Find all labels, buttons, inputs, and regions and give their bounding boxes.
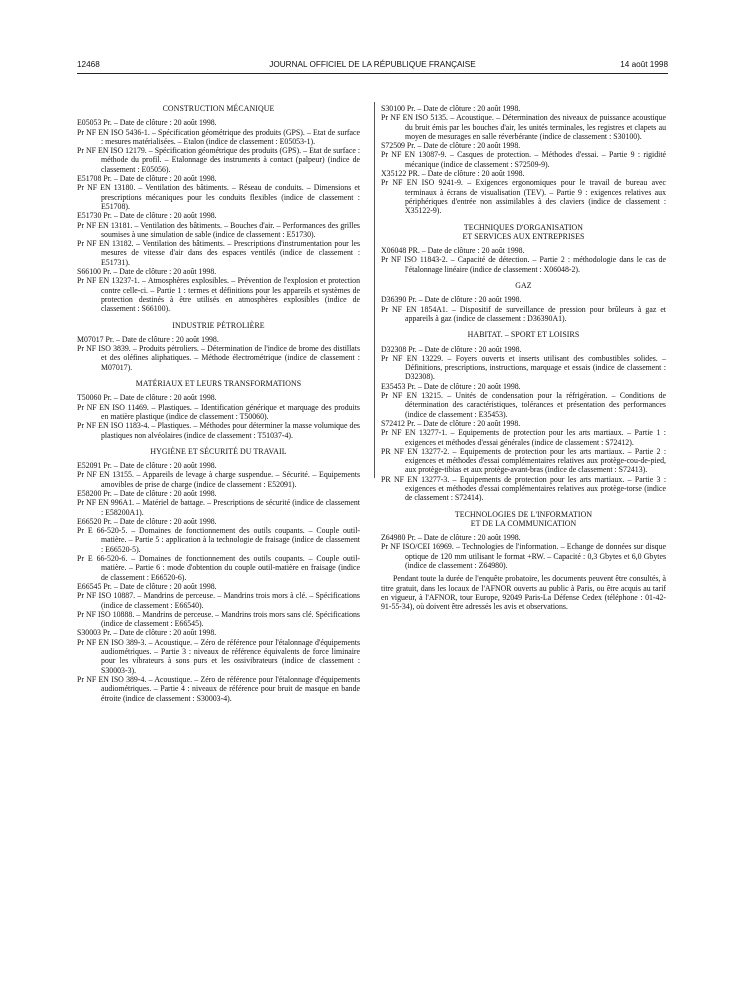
standard-entry: Pr NF ISO 10887. – Mandrins de perceuse. – Mandrins trois mors à clé. – Spécifications (indice de classement : E66540).	[77, 591, 360, 610]
issue-date: 14 août 1998	[620, 60, 668, 69]
left-column	[77, 104, 360, 703]
standard-entry: Pr NF EN ISO 9241-9. – Exigences ergonomiques pour le travail de bureau avec terminaux à écrans de visualisation (TEV). – Partie 9 : exigences relatives aux périphériques d'entrée non assimilables à des claviers (indice de classement : X35122-9).	[381, 178, 666, 216]
standard-entry: Pr NF EN ISO 5135. – Acoustique. – Détermination des niveaux de puissance acoustique du bruit émis par les bouches d'air, les unités terminales, les registres et clapets au moyen de mesurages en salle réverbérante (indice de classement : S30100).	[381, 113, 666, 141]
closing-date-entry: S72509 Pr. – Date de clôture : 20 août 1998.	[381, 141, 521, 151]
closing-date-entry: E35453 Pr. – Date de clôture : 20 août 1998.	[381, 381, 521, 391]
standard-entry: Pr NF EN ISO 12179. – Spécification géométrique des produits (GPS). – Etat de surface : méthode du profil. – Etalonnage des instruments à contact (palpeur) (indice de classement : E05056).	[77, 146, 360, 174]
journal-title: JOURNAL OFFICIEL DE LA RÉPUBLIQUE FRANÇAISE	[269, 60, 476, 69]
standard-entry: Pr NF EN 13181. – Ventilation des bâtiments. – Bouches d'air. – Performances des grilles soumises à une simulation de sable (indice de classement : E51730).	[77, 220, 360, 239]
page-number: 12468	[77, 60, 100, 69]
closing-date-entry: E51708 Pr. – Date de clôture : 20 août 1998.	[77, 174, 217, 184]
right-column	[381, 104, 666, 612]
closing-date-entry: S30100 Pr. – Date de clôture : 20 août 1998.	[381, 104, 521, 113]
section-heading: TECHNIQUES D'ORGANISATION ET SERVICES AUX ENTREPRISES	[462, 222, 585, 241]
standard-entry: Pr NF EN 13229. – Foyers ouverts et inserts utilisant des combustibles solides. – Définitions, prescriptions, instructions, marquage et essais (indice de classement : D32308).	[381, 353, 666, 382]
closing-date-entry: S30003 Pr. – Date de clôture : 20 août 1998.	[77, 628, 217, 638]
standard-entry: Pr NF EN ISO 5436-1. – Spécification géométrique des produits (GPS). – Etat de surface : mesures matérialisées. – Etalon (indice de classement : E05053-1).	[77, 127, 360, 146]
closing-paragraph: Pendant toute la durée de l'enquête probatoire, les documents peuvent être consultés, à titre gratuit, dans les locaux de l'AFNOR ouverts au public à Paris, ou être acquis au tarif en vigueur, à l'AFNOR, tour Europe, 92049 Paris-La Défense Cedex (téléphone : 01-42-91-55-34), où doivent être adressés les avis et observations.	[381, 574, 666, 612]
closing-date-entry: X35122 PR. – Date de clôture : 20 août 1998.	[381, 169, 525, 179]
section-heading: CONSTRUCTION MÉCANIQUE	[162, 104, 275, 113]
standard-entry: Pr NF EN 13215. – Unités de condensation pour la réfrigération. – Conditions de détermination des caractéristiques, tolérances et présentation des performances (indice de classement : E35453).	[381, 391, 666, 419]
column-divider	[374, 102, 375, 478]
standard-entry: Pr NF EN ISO 389-3. – Acoustique. – Zéro de référence pour l'étalonnage d'équipements audiométriques. – Partie 3 : niveaux de référence équivalents de force liminaire pour les vibrateurs à sons purs et les ossivibrateurs (indice de classement : S30003-3).	[77, 637, 360, 675]
closing-date-entry: S72412 Pr. – Date de clôture : 20 août 1998.	[381, 418, 521, 428]
standard-entry: Pr NF EN ISO 11469. – Plastiques. – Identification générique et marquage des produits en matière plastique (indice de classement : T50060).	[77, 402, 360, 421]
closing-date-entry: E58200 Pr. – Date de clôture : 20 août 1998.	[77, 488, 217, 498]
standard-entry: Pr NF EN 996A1. – Matériel de battage. – Prescriptions de sécurité (indice de classement : E58200A1).	[77, 498, 360, 517]
closing-date-entry: E66545 Pr. – Date de clôture : 20 août 1998.	[77, 581, 217, 591]
standard-entry: PR NF EN 13277-3. – Equipements de protection pour les arts martiaux. – Partie 3 : exigences et méthodes d'essai complémentaires relatives aux protège-torse (indice de classement : S72414).	[381, 474, 666, 503]
header-rule	[77, 73, 668, 74]
standard-entry: Pr NF EN ISO 389-4. – Acoustique. – Zéro de référence pour l'étalonnage d'équipements audiométriques. – Partie 4 : niveaux de référence pour bruit de masque en bande étroite (indice de classement : S30003-4).	[77, 674, 360, 703]
standard-entry: Pr NF EN ISO 1183-4. – Plastiques. – Méthodes pour déterminer la masse volumique des plastiques non alvéolaires (indice de classement : T51037-4).	[77, 421, 360, 440]
standard-entry: Pr E 66-520-6. – Domaines de fonctionnement des outils coupants. – Couple outil-matière. – Partie 6 : mode d'obtention du couple outil-matière en fraisage (indice de classement : E66520-6).	[77, 554, 360, 582]
standard-entry: Pr NF EN 13087-9. – Casques de protection. – Méthodes d'essai. – Partie 9 : rigidité mécanique (indice de classement : S72509-9).	[381, 150, 666, 169]
standard-entry: Pr NF EN 13182. – Ventilation des bâtiments. – Prescriptions d'instrumentation pour les mesures de vitesse d'air dans des espaces ventilés (indice de classement : E51731).	[77, 239, 360, 267]
running-header	[77, 60, 668, 72]
closing-date-entry: Z64980 Pr. – Date de clôture : 20 août 1998.	[381, 533, 521, 543]
right-sections	[381, 104, 666, 570]
standard-entry: Pr E 66-520-5. – Domaines de fonctionnement des outils coupants. – Couple outil-matière. – Partie 5 : application à la technologie de fraisage (indice de classement : E66520-5).	[77, 526, 360, 554]
standard-entry: Pr NF EN 1854A1. – Dispositif de surveillance de pression pour brûleurs à gaz et appareils à gaz (indice de classement : D36390A1).	[381, 304, 666, 323]
closing-date-entry: E05053 Pr. – Date de clôture : 20 août 1998.	[77, 118, 217, 128]
section-heading: HABITAT. – SPORT ET LOISIRS	[467, 330, 580, 340]
standard-entry: Pr NF EN 13277-1. – Equipements de protection pour les arts martiaux. – Partie 1 : exigences et méthodes d'essai générales (indice de classement : S72412).	[381, 428, 666, 447]
closing-date-entry: E66520 Pr. – Date de clôture : 20 août 1998.	[77, 516, 217, 526]
standard-entry: Pr NF ISO/CEI 16969. – Technologies de l'information. – Echange de données sur disque optique de 120 mm utilisant le format +RW. – Capacité : 0,3 Gbytes et 6,0 Gbytes (indice de classement : Z64980).	[381, 542, 666, 571]
closing-date-entry: E52091 Pr. – Date de clôture : 20 août 1998.	[77, 461, 217, 471]
closing-date-entry: E51730 Pr. – Date de clôture : 20 août 1998.	[77, 211, 217, 221]
closing-date-entry: D36390 Pr. – Date de clôture : 20 août 1998.	[381, 295, 522, 305]
section-heading: GAZ	[515, 281, 532, 291]
standard-entry: Pr NF EN 13237-1. – Atmosphères explosibles. – Prévention de l'explosion et protection contre celle-ci. – Partie 1 : termes et définitions pour les appareils et systèmes de protection destinés à être utilisés en atmosphères explosibles (indice de classement : S66100).	[77, 276, 360, 314]
section-heading: TECHNOLOGIES DE L'INFORMATION ET DE LA COMMUNICATION	[454, 509, 593, 528]
standard-entry: Pr NF EN 13180. – Ventilation des bâtiments. – Réseau de conduits. – Dimensions et prescriptions mécaniques pour les conduits flexibles (indice de classement : E51708).	[77, 183, 360, 211]
section-heading: MATÉRIAUX ET LEURS TRANSFORMATIONS	[135, 379, 302, 389]
closing-date-entry: D32308 Pr. – Date de clôture : 20 août 1998.	[381, 344, 522, 354]
standard-entry: Pr NF ISO 11843-2. – Capacité de détection. – Partie 2 : méthodologie dans le cas de l'étalonnage linéaire (indice de classement : X06048-2).	[381, 255, 666, 274]
standard-entry: Pr NF ISO 3839. – Produits pétroliers. – Détermination de l'indice de brome des distillats et des oléfines aliphatiques. – Méthode électrométrique (indice de classement : M07017).	[77, 344, 360, 372]
closing-date-entry: M07017 Pr. – Date de clôture : 20 août 1998.	[77, 334, 219, 344]
closing-date-entry: T50060 Pr. – Date de clôture : 20 août 1998.	[77, 393, 217, 403]
section-heading: HYGIÈNE ET SÉCURITÉ DU TRAVAIL	[150, 446, 287, 456]
closing-date-entry: S66100 Pr. – Date de clôture : 20 août 1998.	[77, 267, 217, 277]
standard-entry: PR NF EN 13277-2. – Equipements de protection pour les arts martiaux. – Partie 2 : exigences et méthodes d'essai complémentaires relatives aux protège-cou-de-pied, aux protège-tibias et aux protège-avant-bras (indice de classement : S72413).	[381, 446, 666, 475]
section-heading: INDUSTRIE PÉTROLIÈRE	[172, 320, 265, 330]
closing-date-entry: X06048 PR. – Date de clôture : 20 août 1998.	[381, 246, 525, 256]
standard-entry: Pr NF ISO 10888. – Mandrins de perceuse. – Mandrins trois mors sans clé. Spécifications (indice de classement : E66545).	[77, 609, 360, 629]
standard-entry: Pr NF EN 13155. – Appareils de levage à charge suspendue. – Sécurité. – Equipements amovibles de prise de charge (indice de classement : E52091).	[77, 470, 360, 489]
